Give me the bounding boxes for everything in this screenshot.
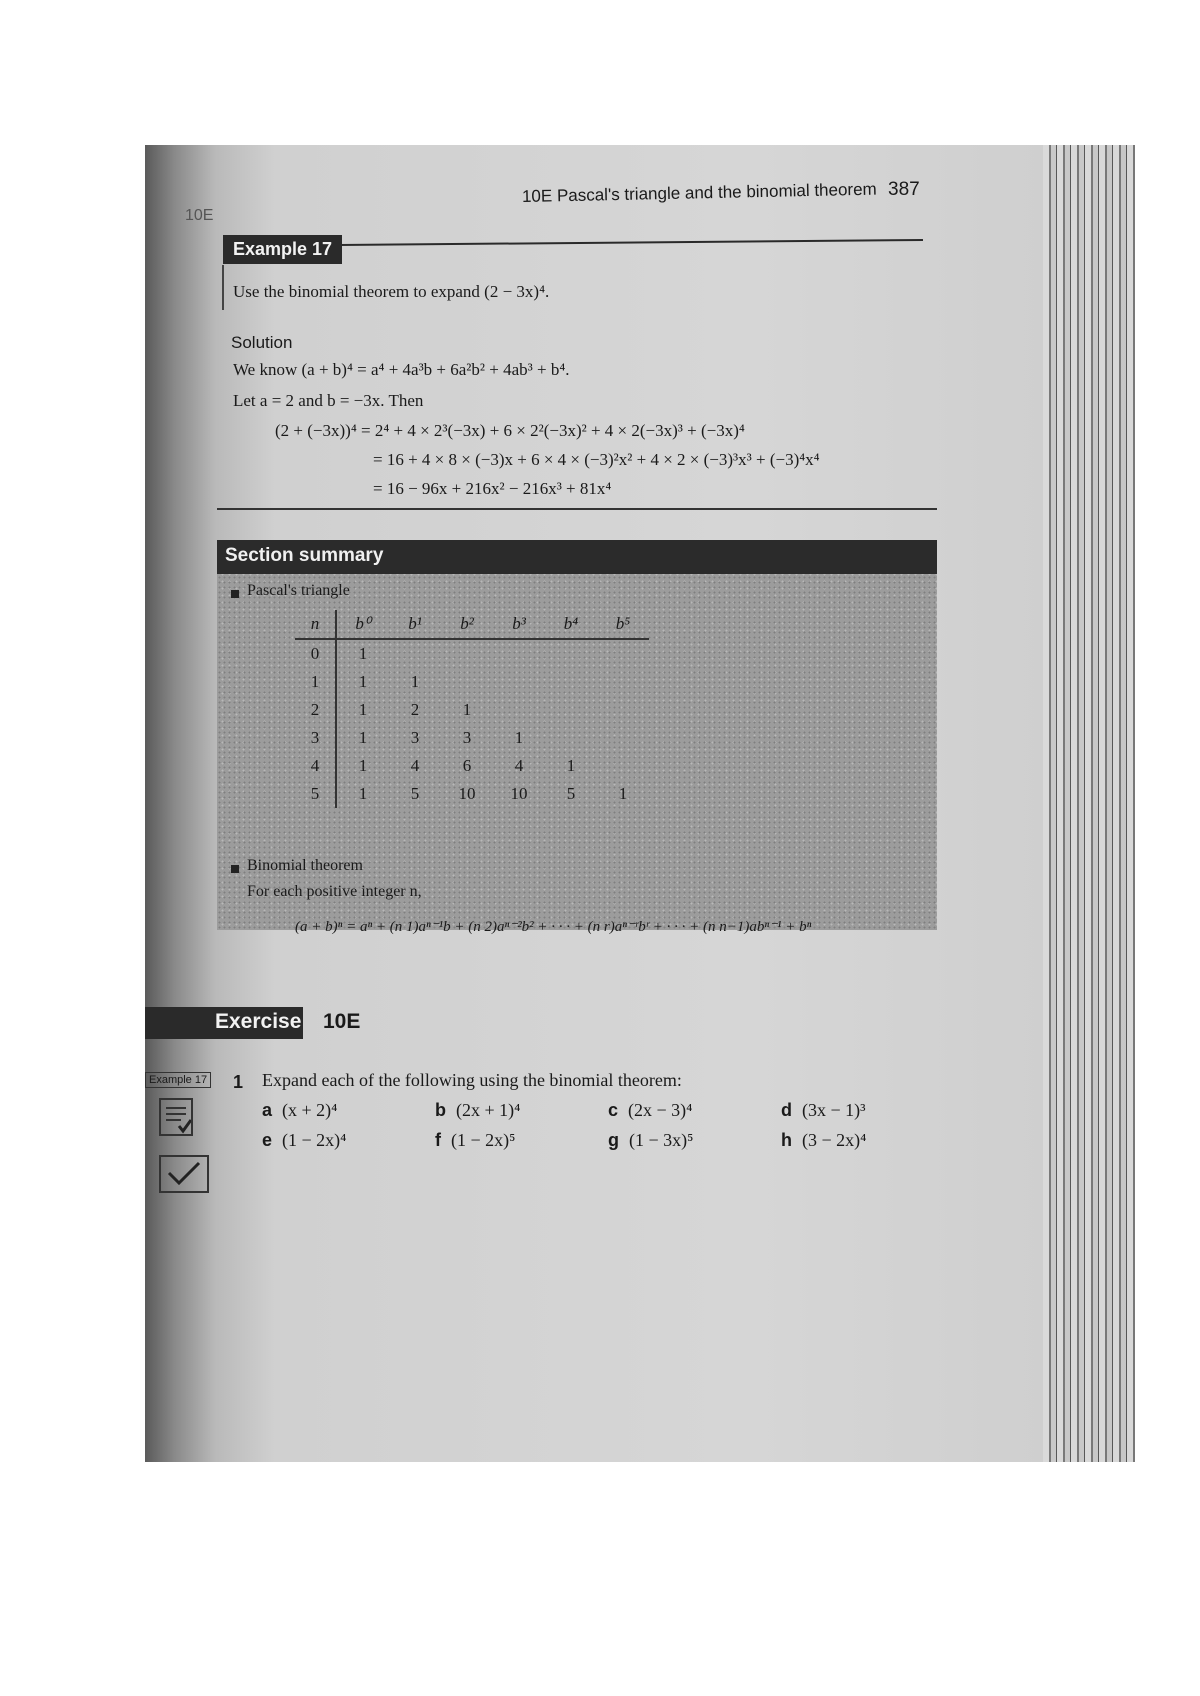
page-photo bbox=[145, 145, 1135, 1462]
pascal-header-b5: b⁵ bbox=[597, 610, 649, 639]
page-edges bbox=[1043, 145, 1135, 1462]
example-side-rule bbox=[222, 265, 224, 310]
item-expression: (2x − 3)⁴ bbox=[628, 1100, 693, 1120]
pascal-label: Pascal's triangle bbox=[247, 582, 350, 599]
pascal-cell bbox=[493, 639, 545, 668]
pascal-header-b4: b⁴ bbox=[545, 610, 597, 639]
binomial-intro: For each positive integer n, bbox=[247, 883, 422, 900]
pascal-cell bbox=[389, 639, 441, 668]
item-letter: c bbox=[608, 1100, 619, 1120]
solution-let: Let a = 2 and b = −3x. Then bbox=[233, 391, 424, 410]
pascal-cell bbox=[545, 724, 597, 752]
pascal-header-b0: b⁰ bbox=[336, 610, 389, 639]
exercise-item-d bbox=[781, 1100, 866, 1121]
item-letter: h bbox=[781, 1130, 792, 1150]
pascal-cell: 10 bbox=[510, 784, 528, 803]
exercise-label-code: 10E bbox=[323, 1010, 361, 1033]
pascal-cell: 1 bbox=[566, 756, 576, 775]
checkbox-icon bbox=[159, 1155, 209, 1193]
item-expression: (1 − 2x)⁴ bbox=[282, 1130, 347, 1150]
pascal-cell: 1 bbox=[514, 728, 524, 747]
pascal-cell: 1 bbox=[358, 728, 368, 747]
page-number: 387 bbox=[888, 179, 920, 200]
pascal-cell bbox=[597, 696, 649, 724]
pascal-cell bbox=[493, 668, 545, 696]
pascal-cell: 0 bbox=[295, 639, 336, 668]
pascal-cell bbox=[597, 639, 649, 668]
pascal-cell: 4 bbox=[410, 756, 420, 775]
exercise-item-f bbox=[435, 1130, 515, 1151]
binomial-formula: (a + b)ⁿ = aⁿ + (n 1)aⁿ⁻¹b + (n 2)aⁿ⁻²b² + · · · + (n r)aⁿ⁻ʳbʳ + · · · + (n n−1)abⁿ⁻¹ + bⁿ bbox=[295, 919, 812, 935]
pascal-cell: 2 bbox=[410, 700, 420, 719]
solution-label: Solution bbox=[231, 333, 293, 352]
pascal-cell: 1 bbox=[618, 784, 628, 803]
pascal-header-n: n bbox=[295, 610, 336, 639]
exercise-item-b bbox=[435, 1100, 520, 1121]
pascal-cell: 4 bbox=[514, 756, 524, 775]
question-text: Expand each of the following using the binomial theorem: bbox=[262, 1070, 682, 1090]
item-expression: (3x − 1)³ bbox=[802, 1100, 866, 1120]
example-question: Use the binomial theorem to expand (2 − 3x)⁴. bbox=[233, 282, 550, 301]
pascal-row-3 bbox=[295, 724, 649, 752]
solution-line-3: = 16 − 96x + 216x² − 216x³ + 81x⁴ bbox=[373, 479, 612, 498]
pascal-cell: 2 bbox=[295, 696, 336, 724]
pascal-cell: 3 bbox=[295, 724, 336, 752]
pascal-cell: 3 bbox=[410, 728, 420, 747]
item-letter: f bbox=[435, 1130, 441, 1150]
pascal-cell: 5 bbox=[410, 784, 420, 803]
exercise-label-word: Exercise bbox=[215, 1010, 302, 1033]
exercise-item-g bbox=[608, 1130, 693, 1151]
exercise-item-h bbox=[781, 1130, 866, 1151]
bullet-square bbox=[231, 865, 239, 873]
exercise-item-c bbox=[608, 1100, 692, 1121]
pascal-cell: 1 bbox=[462, 700, 472, 719]
item-letter: d bbox=[781, 1100, 792, 1120]
pascal-cell bbox=[597, 752, 649, 780]
pascal-header-b3: b³ bbox=[493, 610, 545, 639]
pascal-cell: 10 bbox=[458, 784, 476, 803]
pascal-table bbox=[295, 610, 649, 808]
pascal-header-b2: b² bbox=[441, 610, 493, 639]
pascal-cell: 1 bbox=[358, 672, 368, 691]
pascal-cell bbox=[597, 724, 649, 752]
item-expression: (3 − 2x)⁴ bbox=[802, 1130, 867, 1150]
pascal-cell: 1 bbox=[358, 756, 368, 775]
question-number: 1 bbox=[233, 1072, 244, 1092]
pascal-row-1 bbox=[295, 668, 649, 696]
item-letter: g bbox=[608, 1130, 619, 1150]
bullet-square bbox=[231, 590, 239, 598]
item-letter: b bbox=[435, 1100, 446, 1120]
pascal-row-0 bbox=[295, 639, 649, 668]
side-tab-example[interactable]: Example 17 bbox=[145, 1072, 211, 1088]
section-marker: 10E bbox=[185, 207, 214, 224]
item-expression: (x + 2)⁴ bbox=[282, 1100, 338, 1120]
pascal-row-5 bbox=[295, 780, 649, 808]
checkbox-icon-graphic bbox=[161, 1157, 207, 1191]
pascal-header-b1: b¹ bbox=[389, 610, 441, 639]
solution-line-1: (2 + (−3x))⁴ = 2⁴ + 4 × 2³(−3x) + 6 × 2²(−3x)² + 4 × 2(−3x)³ + (−3x)⁴ bbox=[275, 421, 745, 440]
pascal-cell bbox=[545, 696, 597, 724]
pascal-cell: 1 bbox=[358, 784, 368, 803]
pascal-cell: 1 bbox=[295, 668, 336, 696]
pascal-cell bbox=[493, 696, 545, 724]
pascal-row-4 bbox=[295, 752, 649, 780]
pascal-cell: 1 bbox=[358, 644, 368, 663]
exercise-item-e bbox=[262, 1130, 346, 1151]
example-bottom-rule bbox=[217, 508, 937, 510]
pascal-row-2 bbox=[295, 696, 649, 724]
example-label: Example 17 bbox=[223, 235, 342, 264]
pascal-cell bbox=[597, 668, 649, 696]
worksheet-icon bbox=[159, 1098, 193, 1136]
section-summary-title: Section summary bbox=[225, 545, 384, 566]
pascal-cell: 5 bbox=[566, 784, 576, 803]
pascal-cell: 1 bbox=[410, 672, 420, 691]
pascal-cell: 5 bbox=[295, 780, 336, 808]
item-expression: (1 − 3x)⁵ bbox=[629, 1130, 694, 1150]
pascal-cell: 1 bbox=[358, 700, 368, 719]
pascal-header-row bbox=[295, 610, 649, 639]
pascal-cell bbox=[545, 668, 597, 696]
pascal-cell bbox=[545, 639, 597, 668]
worksheet-icon-graphic bbox=[161, 1100, 191, 1134]
item-expression: (1 − 2x)⁵ bbox=[451, 1130, 516, 1150]
pascal-cell bbox=[441, 639, 493, 668]
item-expression: (2x + 1)⁴ bbox=[456, 1100, 521, 1120]
exercise-item-a bbox=[262, 1100, 337, 1121]
item-letter: a bbox=[262, 1100, 273, 1120]
pascal-cell: 3 bbox=[462, 728, 472, 747]
binomial-label: Binomial theorem bbox=[247, 857, 363, 874]
solution-line-2: = 16 + 4 × 8 × (−3)x + 6 × 4 × (−3)²x² + 4 × 2 × (−3)³x³ + (−3)⁴x⁴ bbox=[373, 450, 820, 469]
solution-known: We know (a + b)⁴ = a⁴ + 4a³b + 6a²b² + 4ab³ + b⁴. bbox=[233, 360, 570, 379]
running-header-title: 10E Pascal's triangle and the binomial theorem bbox=[521, 179, 877, 206]
pascal-cell: 6 bbox=[462, 756, 472, 775]
pascal-cell: 4 bbox=[295, 752, 336, 780]
pascal-cell bbox=[441, 668, 493, 696]
item-letter: e bbox=[262, 1130, 273, 1150]
